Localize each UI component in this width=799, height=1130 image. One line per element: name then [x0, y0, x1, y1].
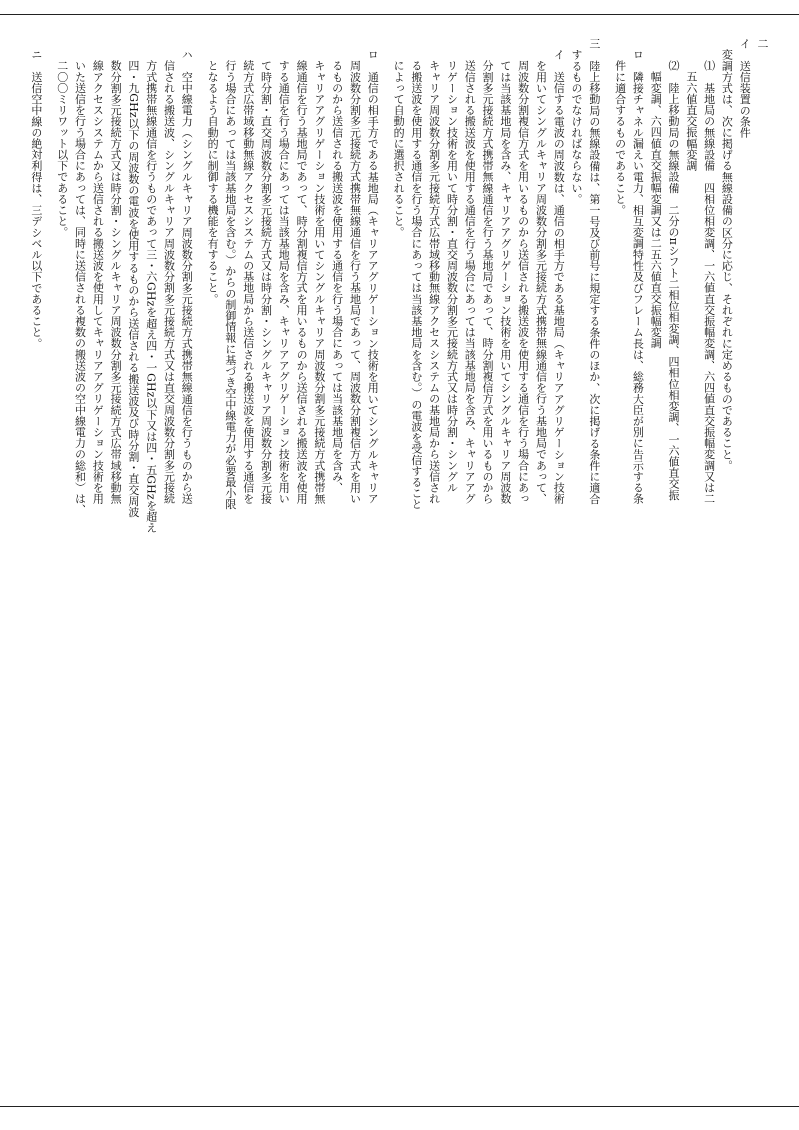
- text-line: 周波数分割多元接続方式携帯無線通信を行う基地局であって、周波数分割複信方式を用い: [348, 60, 362, 504]
- text-line: イ 送信装置の条件: [738, 38, 752, 138]
- vertical-legal-text: [21, 38, 771, 598]
- text-line: 分割多元接続方式携帯無線通信を行う基地局であって、時分割複信方式を用いるものから: [481, 60, 495, 504]
- text-line: ロ 隣接チャネル漏えい電力、相互変調特性及びフレーム長は、総務大臣が別に告示する条: [631, 49, 645, 505]
- text-line: 送信される搬送波を使用する通信を行う場合にあっては当該基地局を含み、キャリアアグ: [463, 60, 477, 504]
- text-line: て時分割・直交周波数分割多元接続方式又は時分割・シングルキャリア周波数分割多元接: [259, 60, 273, 504]
- text-line: 四・九GHz以下の周波数の電波を使用するものから送信される搬送波及び時分割・直交周波: [126, 60, 140, 518]
- text-line: 件に適合するものであること。: [613, 60, 627, 216]
- text-line: するものでなければならない。: [570, 49, 584, 205]
- text-line: る搬送波を使用する通信を行う場合にあっては当該基地局を含む。）の電波を受信すること: [409, 60, 423, 510]
- text-line: 線通信を行う基地局であって、時分割複信方式を用いるものから送信される搬送波を使用: [295, 60, 309, 504]
- text-line: 二〇〇ミリワット以下であること。: [55, 60, 69, 238]
- text-line: ハ 空中線電力（シングルキャリア周波数分割多元接続方式携帯無線通信を行うものから送: [180, 49, 194, 505]
- text-line: 数分割多元接続方式又は時分割・シングルキャリア周波数分割多元接続方式広帯域移動無: [109, 60, 123, 504]
- paragraph-gap: [381, 38, 389, 598]
- text-line: キャリア周波数分割多元接続方式広帯域移動無線アクセスシステムの基地局から送信され: [427, 60, 441, 504]
- text-line: 二: [756, 38, 769, 50]
- text-line: する通信を行う場合にあっては当該基地局を含み、キャリアアグリゲーション技術を用い: [277, 60, 291, 504]
- text-line: 変調方式は、次に掲げる無線設備の区分に応じ、それぞれに定めるものであること。: [720, 49, 734, 471]
- text-line: 信される搬送波、シングルキャリア周波数分割多元接続方式又は直交周波数分割多元接続: [162, 60, 176, 504]
- text-line: 幅変調、六四値直交振幅変調又は二五六値直交振幅変調: [649, 71, 663, 349]
- text-line: 周波数分割複信方式を用いるものから送信される搬送波を使用する通信を行う場合にあっ: [516, 60, 530, 504]
- text-line: 続方式広帯域移動無線アクセスシステムの基地局から送信される搬送波を使用する通信を: [241, 60, 255, 504]
- text-line: を用いてシングルキャリア周波数分割多元接続方式携帯無線通信を行う基地局であって、: [534, 60, 548, 504]
- text-line: ロ 通信の相手方である基地局（キャリアアグリゲーション技術を用いてシングルキャリア: [366, 49, 380, 505]
- text-line: ニ 送信空中線の絶対利得は、三デシベル以下であること。: [29, 49, 43, 349]
- top-rule: [0, 14, 799, 15]
- paragraph-gap: [195, 38, 203, 598]
- text-line: となるよう自動的に制御する機能を有すること。: [206, 60, 220, 305]
- text-line: 三 陸上移動局の無線設備は、第一号及び前号に規定する条件のほか、次に掲げる条件に適合: [587, 38, 601, 505]
- text-line: 方式携帯無線通信を行うものであって三・六GHzを超え四・一GHz以下又は四・五GHzを超え: [144, 60, 158, 534]
- paragraph-gap: [45, 38, 53, 598]
- text-line: キャリアアグリゲーション技術を用いてシングルキャリア周波数分割多元接続方式携帯無: [312, 60, 326, 504]
- text-line: リゲーション技術を用いて時分割・直交周波数分割多元接続方式又は時分割・シングル: [445, 60, 459, 493]
- paragraph-gap: [603, 38, 611, 598]
- text-line: ⑴ 基地局の無線設備 四相位相変調、一六値直交振幅変調、六四値直交振幅変調又は二: [702, 60, 716, 504]
- text-line: 行う場合にあっては当該基地局を含む。）からの制御情報に基づき空中線電力が必要最小限: [223, 60, 237, 510]
- text-line: によって自動的に選択されること。: [392, 60, 406, 238]
- text-line: 線アクセスシステムから送信される搬送波を使用してキャリアアグリゲーション技術を用: [91, 60, 105, 504]
- text-line: イ 送信する電波の周波数は、通信の相手方である基地局（キャリアアグリゲーション技術: [552, 49, 566, 505]
- text-line: るものから送信される搬送波を使用する通信を行う場合にあっては当該基地局を含み、: [330, 60, 344, 493]
- text-line: ⑵ 陸上移動局の無線設備 二分のπシフト二相位相変調、四相位相変調、一六値直交振: [667, 60, 681, 501]
- text-line: ては当該基地局を含み、キャリアアグリゲーション技術を用いてシングルキャリア周波数: [498, 60, 512, 504]
- text-line: いた送信を行う場合にあっては、同時に送信される複数の搬送波の空中線電力の総和）は、: [73, 60, 87, 516]
- bottom-rule: [0, 1106, 799, 1107]
- text-line: 五六値直交振幅変調: [684, 71, 698, 171]
